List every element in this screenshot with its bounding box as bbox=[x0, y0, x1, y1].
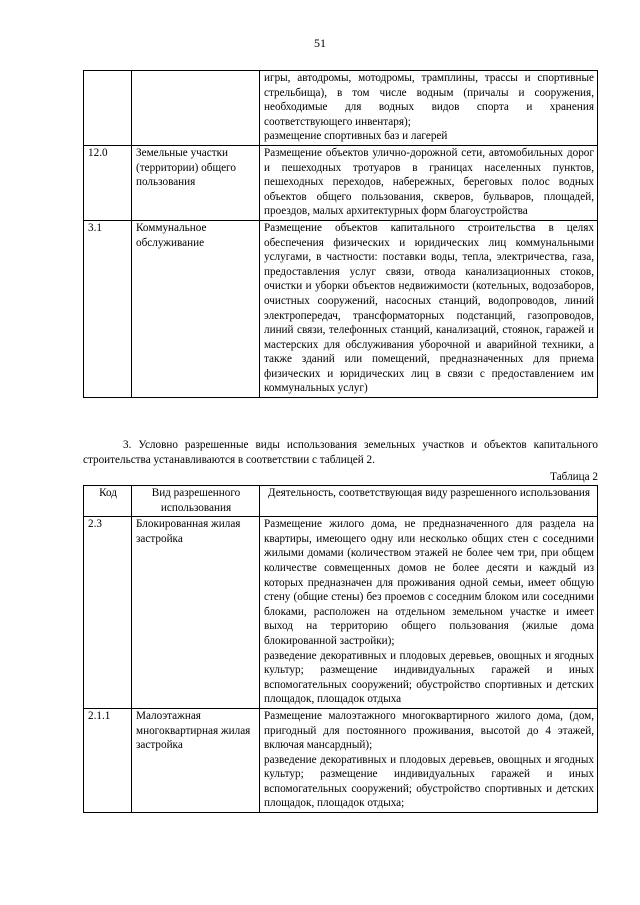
code-cell: 2.1.1 bbox=[84, 708, 132, 812]
header-activity: Деятельность, соответствующая виду разрешенного использования bbox=[260, 486, 598, 517]
activity-text: Размещение жилого дома, не предназначенного для раздела на квартиры, имеющего одну или несколько общих стен с соседними жилыми домами (количеством этажей не более чем три, при общем количестве совмещенных домов не более десяти и каждый из которых предназначен для проживания одной семьи, имеет общую стену (общие стены) без проемов с соседним блоком или соседними блоками, расположен на отдельном земельном участке и имеет выход на территорию общего пользования (жилые дома блокированной застройки); bbox=[264, 518, 594, 647]
land-use-table-continued bbox=[83, 70, 598, 398]
activity-cell bbox=[260, 145, 598, 220]
code-cell: 12.0 bbox=[84, 145, 132, 220]
activity-text: игры, автодромы, мотодромы, трамплины, трассы и спортивные стрельбища), в том числе водным (причалы и сооружения, необходимые для водных видов спорта и хранения соответствующего инвентаря); bbox=[264, 72, 594, 128]
table-row bbox=[84, 145, 598, 220]
activity-cell bbox=[260, 517, 598, 709]
code-cell bbox=[84, 71, 132, 146]
use-type-cell bbox=[132, 71, 260, 146]
activity-text: Размещение малоэтажного многоквартирного жилого дома, (дом, пригодный для постоянного проживания, высотой до 4 этажей, включая мансардный); bbox=[264, 709, 594, 752]
activity-text: разведение декоративных и плодовых деревьев, овощных и ягодных культур; размещение индивидуальных гаражей и иных вспомогательных сооружений; обустройство спортивных и детских площадок, площадок отдыха bbox=[264, 649, 594, 706]
table-row bbox=[84, 708, 598, 812]
table-caption: Таблица 2 bbox=[550, 471, 598, 483]
activity-cell bbox=[260, 220, 598, 397]
body-paragraph bbox=[83, 438, 598, 467]
paragraph-text: 3. Условно разрешенные виды использования земельных участков и объектов капитального строительства устанавливаются в соответствии с таблицей 2. bbox=[83, 439, 598, 466]
activity-text: размещение спортивных баз и лагерей bbox=[264, 130, 448, 143]
header-code: Код bbox=[84, 486, 132, 517]
activity-text: Размещение объектов капитального строительства в целях обеспечения физических и юридических лиц коммунальными услугами, в частности: поставки воды, тепла, электричества, газа, предоставления услуг связи, отвода канализационных стоков, очистки и уборки объектов недвижимости (котельных, водозаборов, очистных сооружений, насосных станций, водопроводов, линий электропередач, трансформаторных подстанций, газопроводов, линий связи, телефонных станций, канализаций, стоянок, гаражей и мастерских для обслуживания уборочной и аварийной техники, а также зданий или помещений, предназначенных для приема физических и юридических лиц в связи с предоставлением им коммунальных услуг) bbox=[264, 221, 594, 395]
table-row bbox=[84, 517, 598, 709]
table-header-row bbox=[84, 486, 598, 517]
activity-text: Размещение объектов улично-дорожной сети, автомобильных дорог и пешеходных тротуаров в границах населенных пунктов, пешеходных переходов, набережных, береговых полос водных объектов общего пользования, скверов, бульваров, площадей, проездов, малых архитектурных форм благоустройства bbox=[264, 146, 594, 218]
conditional-use-table bbox=[83, 485, 598, 813]
activity-cell bbox=[260, 71, 598, 146]
use-type-cell: Коммунальное обслуживание bbox=[132, 220, 260, 397]
header-use-type: Вид разрешенного использования bbox=[132, 486, 260, 517]
activity-cell bbox=[260, 708, 598, 812]
code-cell: 2.3 bbox=[84, 517, 132, 709]
page-number: 51 bbox=[314, 36, 326, 50]
use-type-cell: Малоэтажная многоквартирная жилая застройка bbox=[132, 708, 260, 812]
activity-text: разведение декоративных и плодовых деревьев, овощных и ягодных культур; размещение индивидуальных гаражей и иных вспомогательных сооружений; обустройство спортивных и детских площадок, площадок отдыха; bbox=[264, 753, 594, 810]
table-row bbox=[84, 71, 598, 146]
use-type-cell: Блокированная жилая застройка bbox=[132, 517, 260, 709]
code-cell: 3.1 bbox=[84, 220, 132, 397]
table-row bbox=[84, 220, 598, 397]
use-type-cell: Земельные участки (территории) общего пользования bbox=[132, 145, 260, 220]
